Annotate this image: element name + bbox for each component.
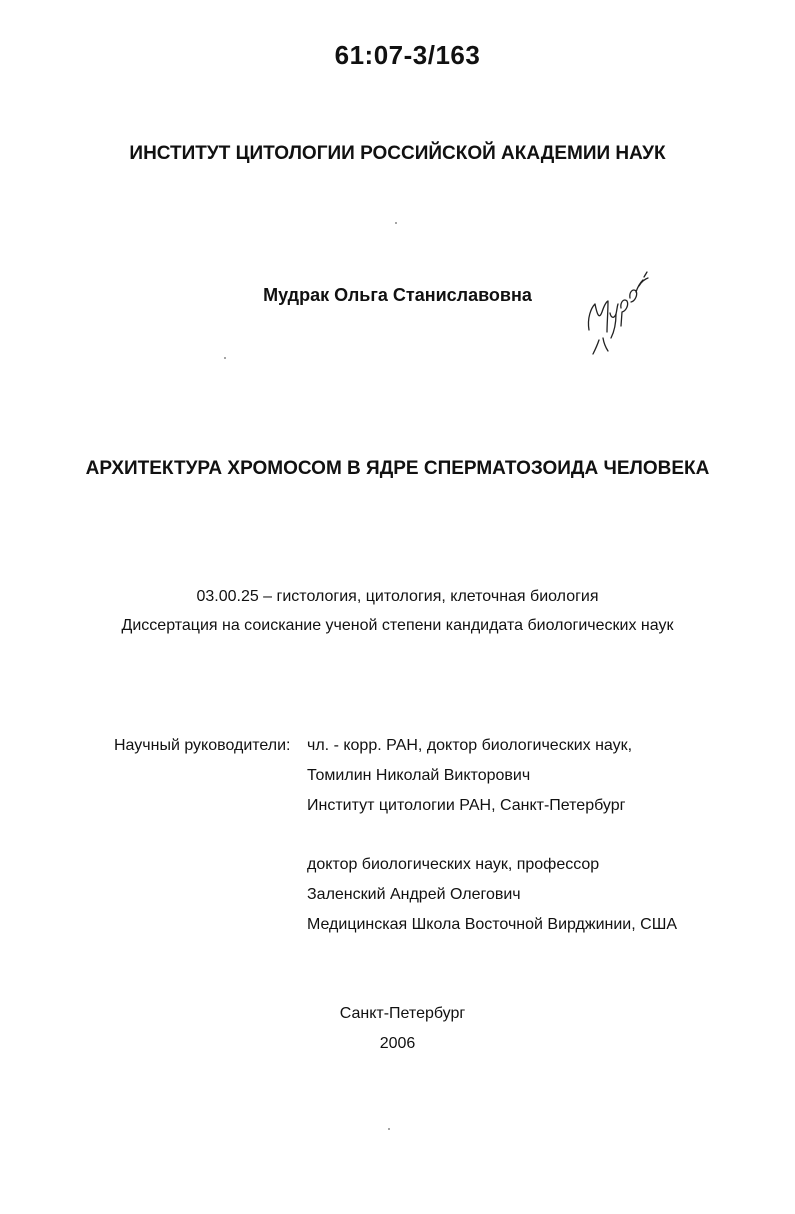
city: Санкт-Петербург [339,1005,466,1022]
supervisor-2-affiliation: Медицинская Школа Восточной Вирджинии, США [307,916,678,933]
year: 2006 [379,1035,416,1052]
dissertation-title: АРХИТЕКТУРА ХРОМОСОМ В ЯДРЕ СПЕРМАТОЗОИДА ЧЕЛОВЕКА [85,458,710,479]
registration-code: 61:07-3/163 [334,40,481,70]
scan-speck [224,357,226,359]
scan-speck [395,222,397,224]
supervisor-2-name: Заленский Андрей Олегович [307,886,521,903]
degree-line: Диссертация на соискание ученой степени кандидата биологических наук [121,617,674,634]
institute-name: ИНСТИТУТ ЦИТОЛОГИИ РОССИЙСКОЙ АКАДЕМИИ НАУК [129,143,666,164]
supervisor-2-title: доктор биологических наук, профессор [307,856,600,873]
specialty-line: 03.00.25 – гистология, цитология, клеточная биология [196,588,599,605]
supervisor-1-affiliation: Институт цитологии РАН, Санкт-Петербург [307,797,626,814]
supervisors-label: Научный руководители: [114,737,291,754]
handwritten-signature [575,268,655,363]
supervisor-1-title: чл. - корр. РАН, доктор биологических наук, [307,737,633,754]
supervisor-1-name: Томилин Николай Викторович [307,767,531,784]
scan-speck [388,1128,390,1130]
author-name: Мудрак Ольга Станиславовна [263,285,532,305]
